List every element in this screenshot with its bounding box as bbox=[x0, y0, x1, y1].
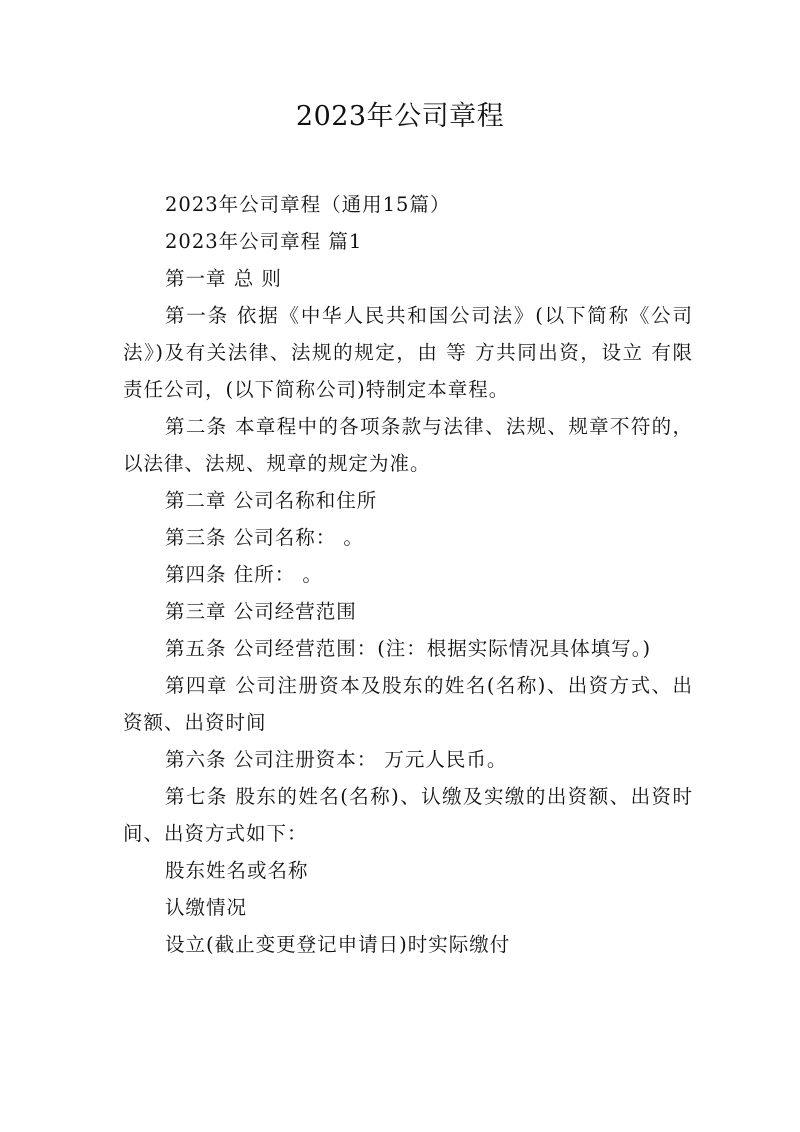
document-body bbox=[123, 186, 693, 963]
clause-paragraph: 第三条 公司名称： 。 bbox=[165, 526, 364, 549]
table-label: 设立(截止变更登记申请日)时实际缴付 bbox=[165, 933, 511, 956]
chapter-heading: 第二章 公司名称和住所 bbox=[165, 489, 378, 512]
clause-paragraph: 第五条 公司经营范围：(注：根据实际情况具体填写。) bbox=[165, 637, 652, 660]
clause-paragraph: 第七条 股东的姓名(名称)、认缴及实缴的出资额、出资时间、出资方式如下： bbox=[123, 785, 693, 845]
chapter-heading: 第三章 公司经营范围 bbox=[165, 600, 357, 623]
doc-subtitle: 2023年公司章程（通用15篇） bbox=[165, 193, 451, 216]
document-title: 2023年公司章程 bbox=[295, 101, 505, 132]
clause-paragraph: 第四条 住所： 。 bbox=[165, 563, 323, 586]
clause-paragraph: 第二条 本章程中的各项条款与法律、法规、规章不符的，以法律、法规、规章的规定为准。 bbox=[123, 415, 693, 475]
article-heading: 2023年公司章程 篇1 bbox=[165, 230, 363, 253]
chapter-heading: 第四章 公司注册资本及股东的姓名(名称)、出资方式、出资额、出资时间 bbox=[123, 674, 693, 734]
table-label: 股东姓名或名称 bbox=[165, 859, 309, 882]
clause-paragraph: 第六条 公司注册资本： 万元人民币。 bbox=[165, 748, 508, 771]
chapter-heading: 第一章 总 则 bbox=[165, 267, 282, 290]
table-label: 认缴情况 bbox=[165, 896, 248, 919]
clause-paragraph: 第一条 依据《中华人民共和国公司法》(以下简称《公司法》)及有关法律、法规的规定，由 等 方共同出资，设立 有限责任公司，(以下简称公司)特制定本章程。 bbox=[123, 304, 693, 401]
